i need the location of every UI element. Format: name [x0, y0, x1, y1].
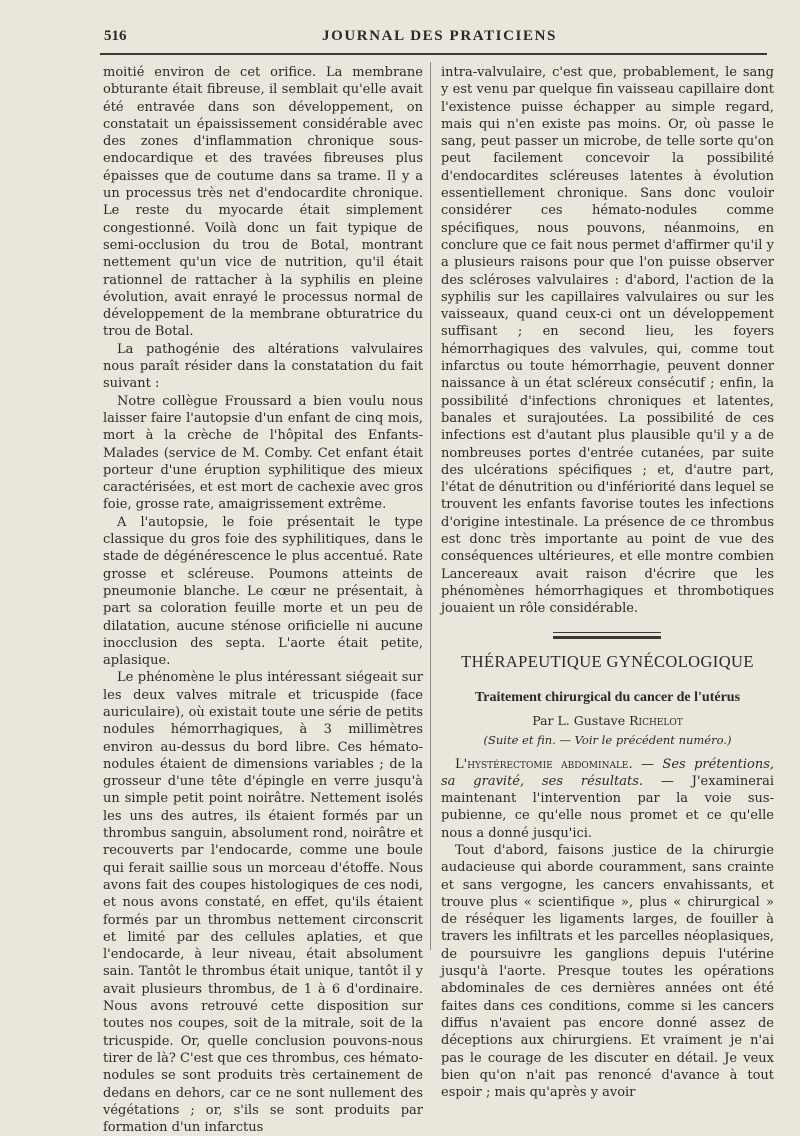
section-separator: [441, 622, 774, 652]
lead-dash: —: [632, 756, 663, 772]
header-rule: [100, 53, 767, 55]
article-title: Traitement chirurgical du cancer de l'utérus: [474, 689, 741, 705]
separator-thin-rule: [553, 632, 661, 633]
paragraph: Notre collègue Froussard a bien voulu nous laisser faire l'autopsie d'un enfant de cinq mois, mort à la crèche de l'hôpital des Enfants-Malades (service de M. Comby. Cet enfant était porteur d'une éruption syphilitique des mieux caractérisées, et est mort de cachexie avec gros foie, grosse rate, amaigrissement extrême.: [103, 393, 423, 513]
author-prefix: Par L. Gustave: [532, 712, 630, 728]
paragraph: La pathogénie des altérations valvulaires nous paraît résider dans la constatation du fait suivant :: [103, 341, 423, 392]
section-title: THÉRAPEUTIQUE GYNÉCOLOGIQUE: [461, 651, 754, 671]
article-note: (Suite et fin. — Voir le précédent numéro.): [483, 732, 732, 747]
page-number: 516: [104, 28, 127, 44]
lead-heading: L'hystérectomie abdominale.: [455, 756, 633, 772]
paragraph: intra-valvulaire, c'est que, probablement, le sang y est venu par quelque fin vaisseau capillaire dont l'existence puisse échapper au simple regard, mais qui n'en existe pas moins. Or, où passe le sang, peut passer un microbe, de telle sorte qu'on peut facilement concevoir la possibilité d'endocardites scléreuses latentes à évolution essentiellement chronique. Sans donc vouloir considérer ces hémato-nodules comme spécifiques, nous pouvons, néanmoins, en conclure que ce fait nous permet d'affirmer qu'il y a plusieurs raisons pour que l'on puisse observer des scléroses valvulaires : d'abord, l'action de la syphilis sur les capillaires valvulaires ou sur les vaisseaux, quand ceux-ci ont un développement suffisant ; en second lieu, les foyers hémorrhagiques des valvules, qui, comme tout infarctus ou toute hémorrhagie, peuvent donner naissance à un état scléreux consécutif ; enfin, la possibilité d'infections chroniques et latentes, banales et surajoutées. La possibilité de ces infections est d'autant plus plausible qu'il y a de nombreuses portes d'entrée cutanées, par suite des ulcérations spécifiques ; et, d'autre part, l'état de dénutrition ou d'infériorité dans lequel se trouvent les enfants favorise toutes les infections d'origine intestinale. La présence de ce thrombus est donc très importante au point de vue des conséquences ultérieures, et elle montre combien Lancereaux avait raison d'écrire que les phénomènes hémorrhagiques et thrombotiques jouaient un rôle considérable.: [441, 65, 774, 617]
column-divider: [430, 62, 431, 950]
lead-paragraph: [441, 756, 774, 842]
left-column: [103, 64, 423, 1136]
lead-rest: — J'examinerai maintenant l'intervention par la voie sus-pubienne, ce qu'elle nous promet et ce qu'elle nous a donné jusqu'ici.: [441, 773, 775, 841]
author-name: Richelot: [629, 712, 683, 728]
right-column: [441, 64, 774, 1101]
paragraph: Tout d'abord, faisons justice de la chirurgie audacieuse qui aborde couramment, sans crainte et sans vergogne, les cancers envahissants, et trouve plus « scientifique », plus « chirurgical » de réséquer les ligaments larges, de fouiller à travers les infiltrats et les parcelles néoplasiques, de poursuivre les ganglions depuis l'utérine jusqu'à l'aorte. Presque toutes les opérations abdominales de ces dernières années ont été faites dans ces conditions, comme si les cancers diffus n'avaient pas encore donné assez de déceptions aux chirurgiens. Et vraiment je n'ai pas le courage de les discuter en détail. Je veux bien qu'on n'ait pas renoncé d'avance à tout espoir ; mais qu'après y avoir: [441, 842, 774, 1101]
journal-title: JOURNAL DES PRATICIENS: [322, 28, 557, 44]
running-head: [0, 0, 800, 56]
separator-thick-rule: [553, 636, 661, 639]
lead-italic: Ses prétentions, sa gravité, ses résultats.: [441, 756, 774, 789]
paragraph: A l'autopsie, le foie présentait le type classique du gros foie des syphilitiques, dans le stade de dégénérescence le plus accentué. Rate grosse et scléreuse. Poumons atteints de pneumonie blanche. Le cœur ne présentait, à part sa coloration feuille morte et un peu de dilatation, aucune sténose orificielle ni aucune inocclusion des septa. L'aorte était petite, aplasique.: [103, 514, 423, 669]
paragraph: moitié environ de cet orifice. La membrane obturante était fibreuse, il semblait qu'elle avait été entravée dans son développement, on constatait un épaississement considérable avec des zones d'inflammation chronique sous-endocardique et des travées fibreuses plus épaisses que de coutume dans sa trame. Il y a un processus très net d'endocardite chronique. Le reste du myocarde était simplement congestionné. Voilà donc un fait typique de semi-occlusion du trou de Botal, montrant nettement qu'un vice de nutrition, qu'il était rationnel de rattacher à la syphilis en pleine évolution, avait enrayé le processus normal de développement de la membrane obturatrice du trou de Botal.: [103, 65, 423, 340]
article-author: [441, 713, 774, 728]
paragraph: Le phénomène le plus intéressant siégeait sur les deux valves mitrale et tricuspide (face auriculaire), où existait toute une série de petits nodules hémorrhagiques, à 3 millimètres environ au-dessus du bord libre. Ces hémato-nodules étaient de dimensions variables ; de la grosseur d'une tête d'épingle en verre jusqu'à un simple petit point noirâtre. Nettement isolés les uns des autres, ils étaient formés par un thrombus sanguin, absolument rond, noirâtre et recouverts par l'endocarde, comme une boule qui ferait saillie sous un morceau d'étoffe. Nous avons fait des coupes histologiques de ces nodi, et nous avons constaté, en effet, qu'ils étaient formés par un thrombus nettement circonscrit et limité par des cellules aplaties, et que l'endocarde, à leur niveau, était absolument sain. Tantôt le thrombus était unique, tantôt il y avait plusieurs thrombus, de 1 à 6 d'ordinaire. Nous avons retrouvé cette disposition sur toutes nos coupes, soit de la mitrale, soit de la tricuspide. Or, quelle conclusion pouvons-nous tirer de là? C'est que ces thrombus, ces hémato-nodules se sont produits très certainement de dedans en dehors, car ce ne sont nullement des végétations ; or, s'ils se sont produits par formation d'un infarctus: [103, 670, 423, 1136]
